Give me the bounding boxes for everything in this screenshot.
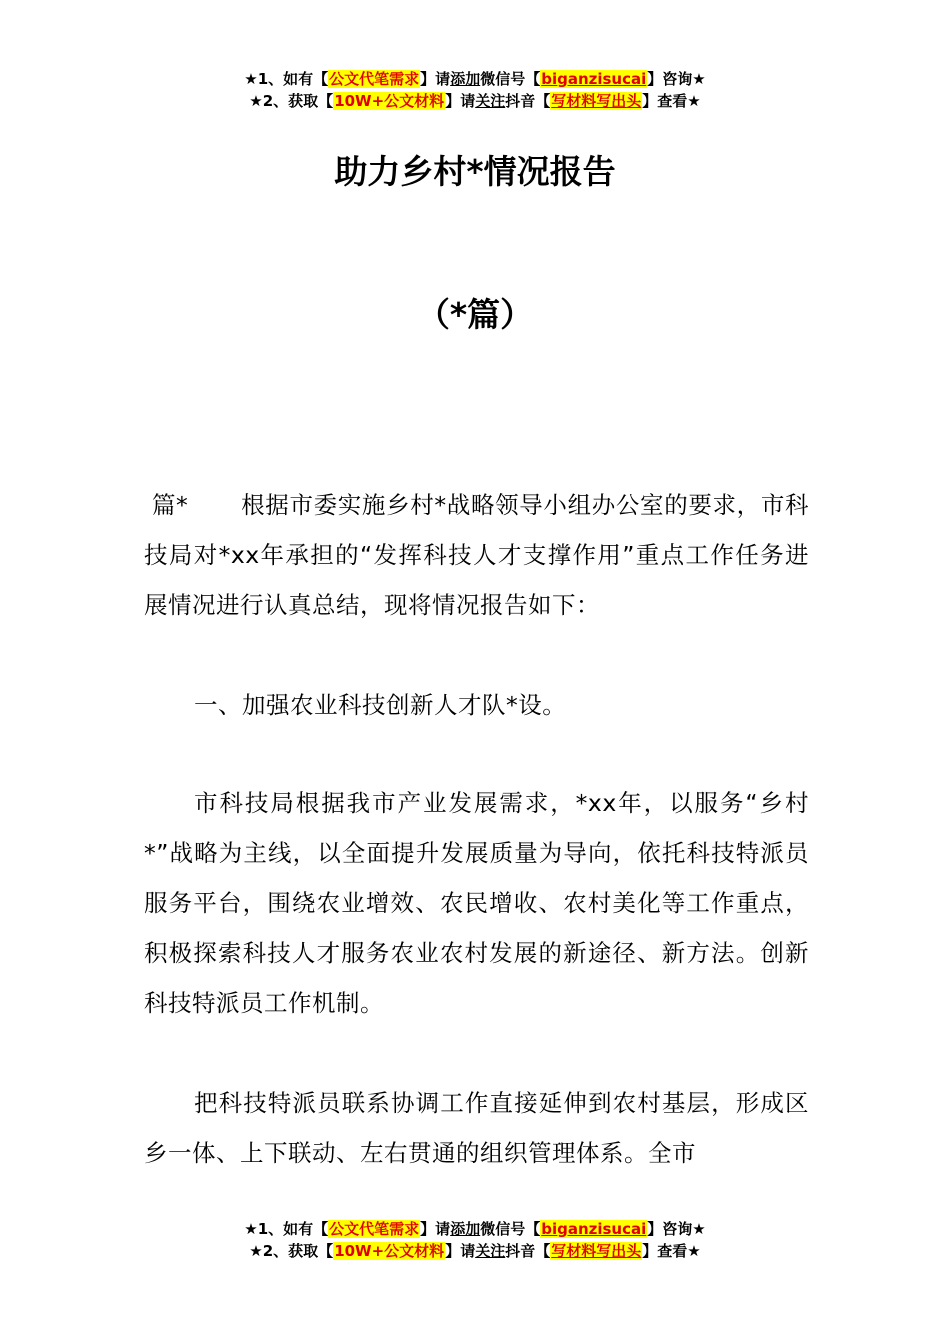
banner-highlight: 公文代笔需求 (329, 1220, 420, 1238)
banner-text: 】请 (420, 1220, 451, 1238)
banner-text: 抖音【 (505, 1242, 551, 1260)
banner-line-2 (0, 90, 950, 112)
banner-highlight: 10W+公文材料 (334, 1242, 445, 1260)
banner-underlined: 关注 (475, 1242, 506, 1260)
banner-douyin-id: 写材料写出头 (551, 92, 642, 110)
banner-text: ★2、获取【 (249, 92, 334, 110)
banner-highlight: 公文代笔需求 (329, 70, 420, 88)
banner-wechat-id: biganzisucai (541, 1220, 647, 1238)
banner-text: 微信号【 (480, 1220, 541, 1238)
banner-text: 】查看★ (642, 1242, 701, 1260)
banner-text: 】请 (420, 70, 451, 88)
banner-text: 】请 (445, 1242, 476, 1260)
intro-label: 篇* (152, 491, 189, 519)
intro-text: 根据市委实施乡村*战略领导小组办公室的要求，市科技局对*xx年承担的“发挥科技人才支撑作用”重点工作任务进展情况进行认真总结，现将情况报告如下： (144, 491, 809, 619)
banner-douyin-id: 写材料写出头 (551, 1242, 642, 1260)
banner-line-1 (0, 1218, 950, 1240)
intro-paragraph (144, 480, 809, 630)
body-paragraph-2: 把科技特派员联系协调工作直接延伸到农村基层，形成区乡一体、上下联动、左右贯通的组织管理体系。全市 (144, 1089, 809, 1167)
banner-text: 】请 (445, 92, 476, 110)
banner-underlined: 添加 (450, 1220, 481, 1238)
banner-line-1 (0, 68, 950, 90)
banner-underlined: 关注 (475, 92, 506, 110)
banner-line-2 (0, 1240, 950, 1262)
page-subtitle: （*篇） (416, 295, 534, 334)
banner-underlined: 添加 (450, 70, 481, 88)
body-paragraph-1: 市科技局根据我市产业发展需求，*xx年，以服务“乡村*”战略为主线，以全面提升发展质量为导向，依托科技特派员服务平台，围绕农业增效、农民增收、农村美化等工作重点，积极探索科技人才服务农业农村发展的新途径、新方法。创新科技特派员工作机制。 (144, 789, 809, 1017)
banner-text: 】咨询★ (647, 70, 706, 88)
banner-text: ★1、如有【 (244, 70, 329, 88)
page-title: 助力乡村*情况报告 (334, 152, 616, 191)
banner-text: 】咨询★ (647, 1220, 706, 1238)
banner-highlight: 10W+公文材料 (334, 92, 445, 110)
banner-text: 微信号【 (480, 70, 541, 88)
banner-text: ★1、如有【 (244, 1220, 329, 1238)
section-heading: 一、加强农业科技创新人才队*设。 (194, 691, 567, 719)
top-banner (0, 68, 950, 112)
banner-wechat-id: biganzisucai (541, 70, 647, 88)
banner-text: 】查看★ (642, 92, 701, 110)
bottom-banner (0, 1218, 950, 1262)
banner-text: ★2、获取【 (249, 1242, 334, 1260)
banner-text: 抖音【 (505, 92, 551, 110)
